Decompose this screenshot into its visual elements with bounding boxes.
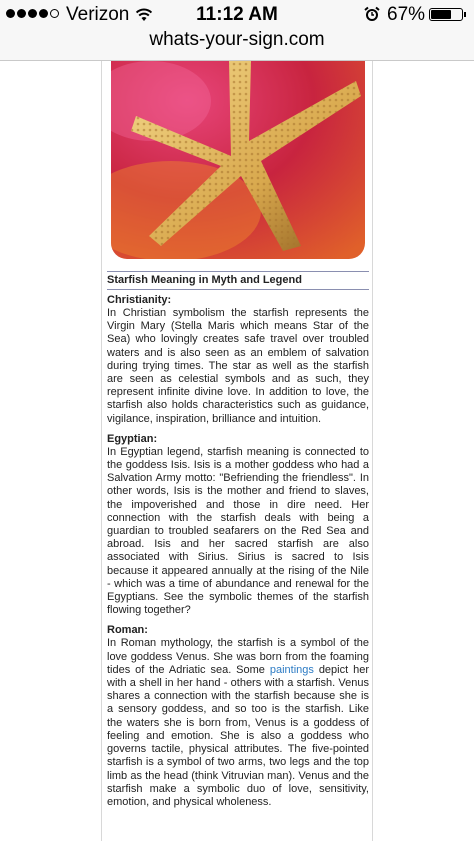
section-title: Starfish Meaning in Myth and Legend [107,271,369,290]
battery-icon [429,8,463,21]
browser-chrome [0,0,474,61]
address-bar-url[interactable]: whats-your-sign.com [149,29,325,50]
article-page [101,61,373,841]
paragraph-roman [107,637,369,809]
status-bar [0,0,474,30]
roman-text-after-link: depict her with a shell in her hand - others with a starfish. Venus shares a connection with the starfish because she is a sensory goddess, and so too is the starfish. Like the waters she is born from, Venus is a goddess of feeling and emotion. She is also a goddess who governs tactile, physical attributes. The five-pointed starfish is a symbol of two arms, two legs and the top limb as the head (think Vitruvian man). Venus and the starfish make a symbolic duo of love, sensitivity, emotion, and physical wholeness. [107,663,369,808]
clock-time: 11:12 AM [196,4,278,25]
article-body [107,294,369,816]
battery-nub [464,12,466,17]
carrier-name: Verizon [66,4,130,25]
paintings-link[interactable]: paintings [269,663,314,676]
paragraph-christianity: In Christian symbolism the starfish represents the Virgin Mary (Stella Maris which means Star of the Sea) who lovingly creates safe travel over troubled waters and is also seen as an emblem of salvation during trying times. The star as well as the starfish are seen as celestial symbols and as such, they represent infinite divine love. In addition to love, the starfish also holds characteristics such as guidance, vigilance, inspiration, brilliance and intuition. [107,307,369,425]
alarm-clock-icon [364,6,380,22]
heading-christianity: Christianity: [107,294,172,306]
heading-egyptian: Egyptian: [107,432,158,445]
battery-percent: 67% [387,4,426,25]
roman-text-before-link: In Roman mythology, the starfish is a symbol of the love goddess Venus. She was born from the foaming tides of the Adriatic sea. Some [107,637,369,676]
paragraph-egyptian: In Egyptian legend, starfish meaning is connected to the goddess Isis. Isis is a mother goddess who had a Salvation Army motto: "Befriending the friendless". In other words, Isis is the mother and friend to slaves, the impoverished and those in dire need. Her connection with the starfish deals with being a guardian to troubled seafarers on the Red Sea and abroad. Isis and her sacred starfish are also associated with Sirius. Sirius is sacred to Isis because it appeared annually at the rising of the Nile - which was a time of abundance and renewal for the Egyptians. See the symbolic themes of the starfish flowing together? [107,445,369,617]
heading-roman: Roman: [107,624,148,637]
starfish-photo [111,61,365,259]
